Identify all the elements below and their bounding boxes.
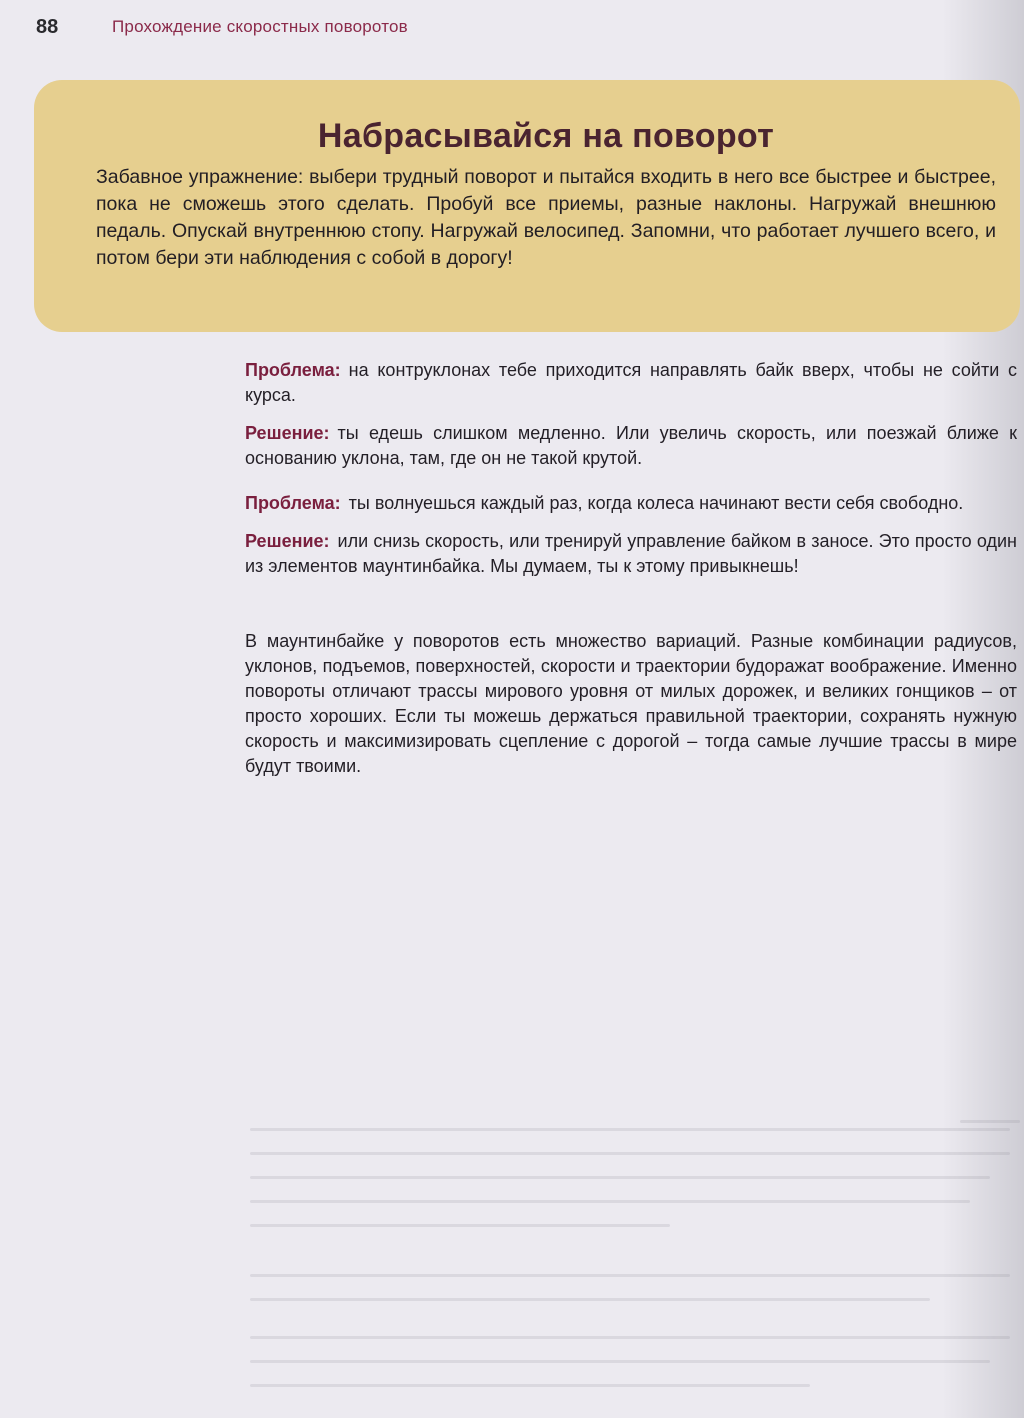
running-title: Прохождение скоростных поворотов [112,17,408,36]
ghost-line [250,1336,1010,1339]
problem-label: Проблема: [245,493,341,513]
ghost-line [250,1360,990,1363]
ghost-line [250,1384,810,1387]
problem-text: на контруклонах тебе приходится направлять байк вверх, чтобы не сойти с курса. [245,360,1017,405]
page-number: 88 [36,15,59,38]
qa-item-solution-1 [245,421,1017,471]
solution-text: ты едешь слишком медленно. Или увеличь скорость, или поезжай ближе к основанию уклона, там, где он не такой крутой. [245,423,1017,468]
qa-item-problem-2 [245,491,1017,516]
solution-label: Решение: [245,423,330,443]
ghost-line [250,1274,1010,1277]
ghost-line [250,1152,1010,1155]
qa-item-solution-2 [245,529,1017,579]
body-paragraph: В маунтинбайке у поворотов есть множество вариаций. Разные комбинации радиусов, уклонов, подъемов, поверхностей, скорости и траектории будоражат воображение. Именно повороты отличают трассы мирового уровня от милых дорожек, и великих гонщиков – от просто хороших. Если ты можешь держаться правильной траектории, сохранять нужную скорость и максимизировать сцепление с дорогой – тогда самые лучшие трассы в мире будут твоими. [245,631,1017,776]
ghost-line [250,1298,930,1301]
ghost-line [250,1224,670,1227]
ghost-line [960,1120,1020,1123]
ghost-line [250,1200,970,1203]
main-text-column [245,358,1017,797]
solution-text: или снизь скорость, или тренируй управление байком в заносе. Это просто один из элементов маунтинбайка. Мы думаем, ты к этому привыкнешь! [245,531,1017,576]
page-header [36,14,408,40]
ghost-line [250,1176,990,1179]
qa-item-problem-1 [245,358,1017,408]
problem-text: ты волнуешься каждый раз, когда колеса начинают вести себя свободно. [348,493,964,513]
callout-title: Набрасывайся на поворот [317,117,775,155]
tip-callout-box [34,80,1020,332]
problem-label: Проблема: [245,360,341,380]
callout-body: Забавное упражнение: выбери трудный поворот и пытайся входить в него все быстрее и быстрее, пока не сможешь этого сделать. Пробуй все приемы, разные наклоны. Нагружай внешнюю педаль. Опускай внутреннюю стопу. Нагружай велосипед. Запомни, что работает лучшего всего, и потом бери эти наблюдения с собой в дорогу! [96,166,996,269]
ghost-line [250,1128,1010,1131]
solution-label: Решение: [245,531,330,551]
